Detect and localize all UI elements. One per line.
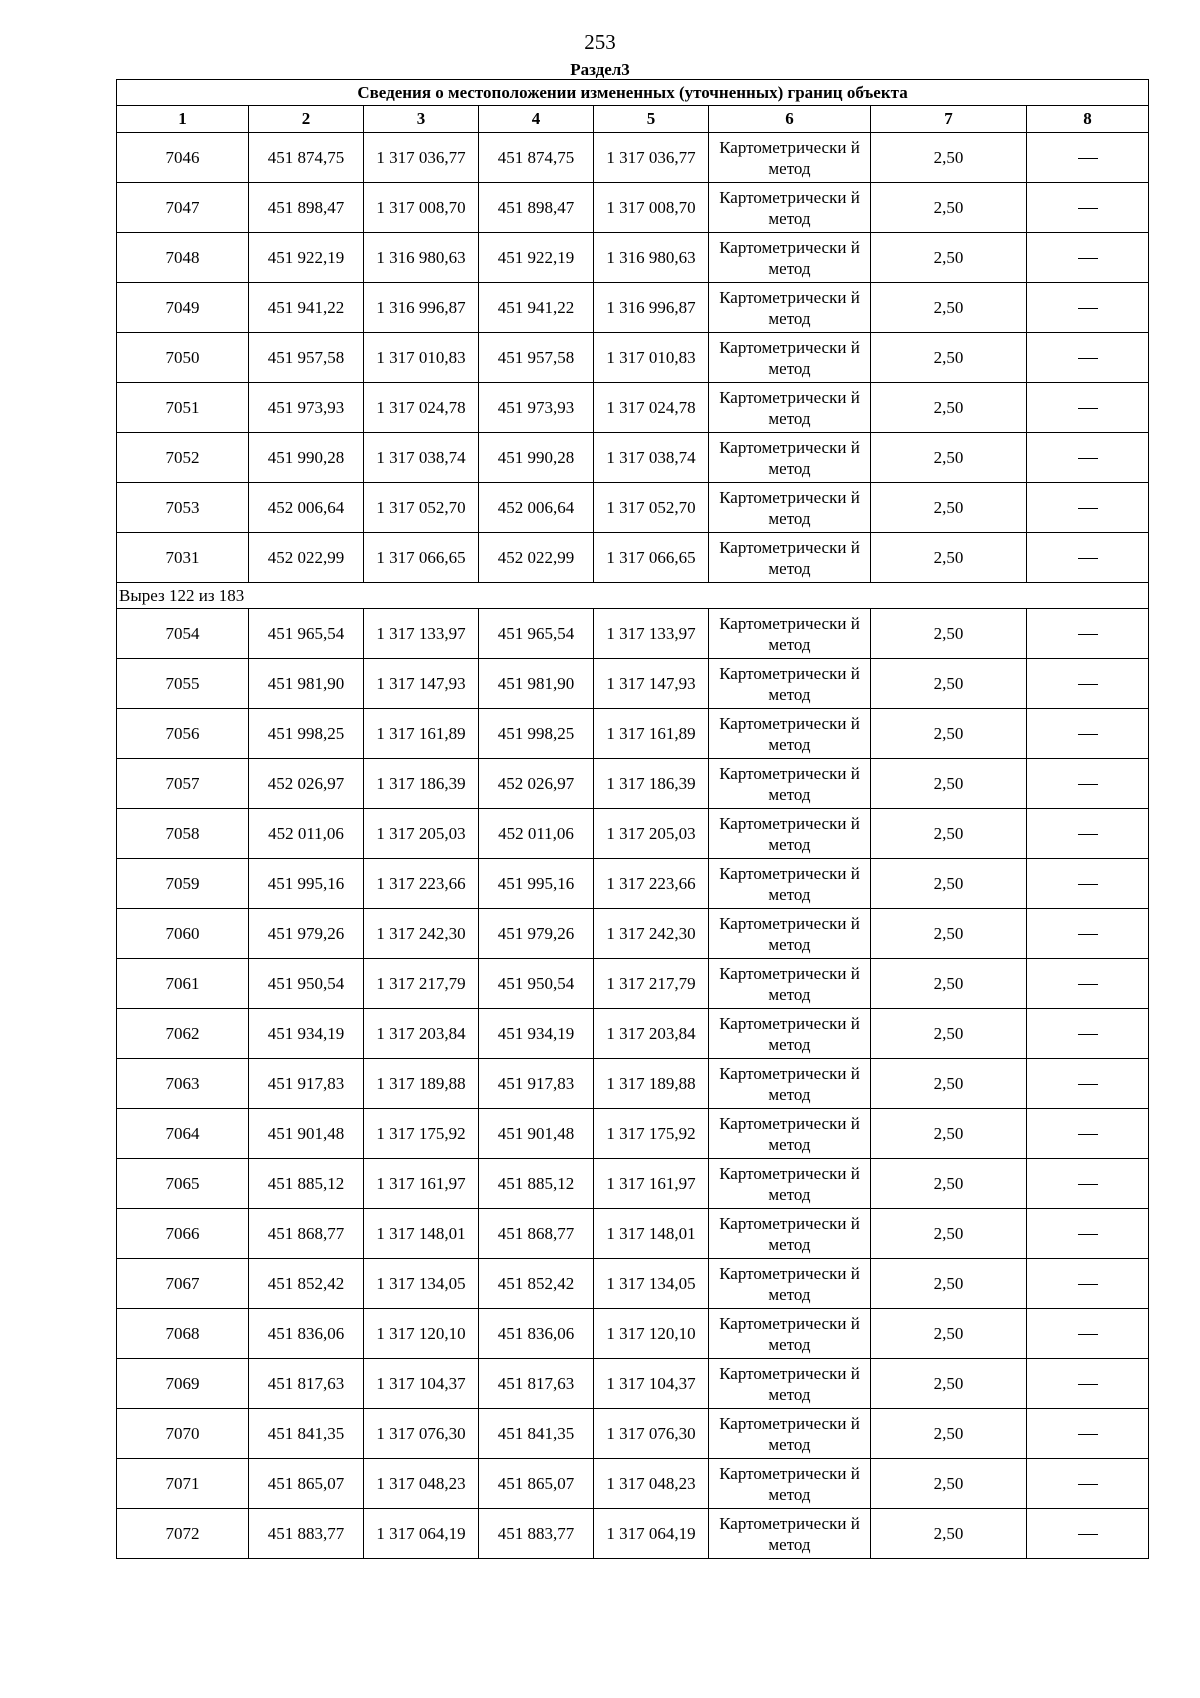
table-row <box>117 1109 1149 1159</box>
y-coordinate-refined: 1 317 203,84 <box>594 1009 709 1059</box>
table-row <box>117 1059 1149 1109</box>
method-cell: Картометрически й метод <box>709 133 871 183</box>
y-coordinate-refined: 1 317 242,30 <box>594 909 709 959</box>
table-row <box>117 909 1149 959</box>
dash-icon <box>1078 834 1098 835</box>
point-number: 7047 <box>117 183 249 233</box>
x-coordinate-existing: 451 950,54 <box>249 959 364 1009</box>
point-number: 7069 <box>117 1359 249 1409</box>
x-coordinate-refined: 451 934,19 <box>479 1009 594 1059</box>
dash-icon <box>1078 934 1098 935</box>
x-coordinate-existing: 451 922,19 <box>249 233 364 283</box>
method-cell: Картометрически й метод <box>709 1509 871 1559</box>
x-coordinate-existing: 451 934,19 <box>249 1009 364 1059</box>
method-cell: Картометрически й метод <box>709 1209 871 1259</box>
x-coordinate-refined: 451 901,48 <box>479 1109 594 1159</box>
accuracy-cell: 2,50 <box>871 333 1027 383</box>
empty-value-cell <box>1027 1309 1149 1359</box>
x-coordinate-refined: 451 990,28 <box>479 433 594 483</box>
y-coordinate-refined: 1 317 076,30 <box>594 1409 709 1459</box>
x-coordinate-existing: 451 995,16 <box>249 859 364 909</box>
table-row <box>117 1359 1149 1409</box>
accuracy-cell: 2,50 <box>871 133 1027 183</box>
method-cell: Картометрически й метод <box>709 609 871 659</box>
accuracy-cell: 2,50 <box>871 709 1027 759</box>
empty-value-cell <box>1027 1209 1149 1259</box>
dash-icon <box>1078 458 1098 459</box>
method-cell: Картометрически й метод <box>709 1059 871 1109</box>
y-coordinate-refined: 1 316 996,87 <box>594 283 709 333</box>
method-cell: Картометрически й метод <box>709 959 871 1009</box>
point-number: 7067 <box>117 1259 249 1309</box>
table-row <box>117 433 1149 483</box>
method-cell: Картометрически й метод <box>709 433 871 483</box>
y-coordinate-existing: 1 317 133,97 <box>364 609 479 659</box>
x-coordinate-existing: 451 898,47 <box>249 183 364 233</box>
y-coordinate-existing: 1 317 205,03 <box>364 809 479 859</box>
table-row <box>117 759 1149 809</box>
dash-icon <box>1078 1534 1098 1535</box>
column-number: 8 <box>1027 106 1149 133</box>
x-coordinate-existing: 451 998,25 <box>249 709 364 759</box>
point-number: 7065 <box>117 1159 249 1209</box>
dash-icon <box>1078 1134 1098 1135</box>
point-number: 7046 <box>117 133 249 183</box>
dash-icon <box>1078 1484 1098 1485</box>
y-coordinate-refined: 1 317 161,89 <box>594 709 709 759</box>
point-number: 7063 <box>117 1059 249 1109</box>
y-coordinate-existing: 1 317 064,19 <box>364 1509 479 1559</box>
x-coordinate-refined: 451 883,77 <box>479 1509 594 1559</box>
accuracy-cell: 2,50 <box>871 1259 1027 1309</box>
method-cell: Картометрически й метод <box>709 909 871 959</box>
x-coordinate-existing: 452 022,99 <box>249 533 364 583</box>
table-row <box>117 609 1149 659</box>
dash-icon <box>1078 884 1098 885</box>
point-number: 7059 <box>117 859 249 909</box>
accuracy-cell: 2,50 <box>871 1509 1027 1559</box>
table-row <box>117 809 1149 859</box>
x-coordinate-refined: 452 011,06 <box>479 809 594 859</box>
y-coordinate-existing: 1 316 980,63 <box>364 233 479 283</box>
empty-value-cell <box>1027 1459 1149 1509</box>
dash-icon <box>1078 984 1098 985</box>
x-coordinate-refined: 451 874,75 <box>479 133 594 183</box>
accuracy-cell: 2,50 <box>871 659 1027 709</box>
point-number: 7064 <box>117 1109 249 1159</box>
table-row <box>117 709 1149 759</box>
point-number: 7068 <box>117 1309 249 1359</box>
point-number: 7053 <box>117 483 249 533</box>
y-coordinate-existing: 1 317 134,05 <box>364 1259 479 1309</box>
x-coordinate-existing: 451 885,12 <box>249 1159 364 1209</box>
x-coordinate-existing: 451 901,48 <box>249 1109 364 1159</box>
column-number: 2 <box>249 106 364 133</box>
column-number: 1 <box>117 106 249 133</box>
point-number: 7055 <box>117 659 249 709</box>
point-number: 7050 <box>117 333 249 383</box>
empty-value-cell <box>1027 909 1149 959</box>
dash-icon <box>1078 1434 1098 1435</box>
point-number: 7051 <box>117 383 249 433</box>
empty-value-cell <box>1027 1109 1149 1159</box>
y-coordinate-refined: 1 316 980,63 <box>594 233 709 283</box>
cutout-label: Вырез 122 из 183 <box>117 583 1149 609</box>
accuracy-cell: 2,50 <box>871 759 1027 809</box>
x-coordinate-existing: 451 874,75 <box>249 133 364 183</box>
accuracy-cell: 2,50 <box>871 809 1027 859</box>
empty-value-cell <box>1027 333 1149 383</box>
dash-icon <box>1078 258 1098 259</box>
empty-value-cell <box>1027 533 1149 583</box>
method-cell: Картометрически й метод <box>709 283 871 333</box>
empty-value-cell <box>1027 1159 1149 1209</box>
accuracy-cell: 2,50 <box>871 859 1027 909</box>
dash-icon <box>1078 1384 1098 1385</box>
table-row <box>117 1009 1149 1059</box>
y-coordinate-existing: 1 317 076,30 <box>364 1409 479 1459</box>
x-coordinate-existing: 451 917,83 <box>249 1059 364 1109</box>
y-coordinate-existing: 1 317 038,74 <box>364 433 479 483</box>
point-number: 7056 <box>117 709 249 759</box>
dash-icon <box>1078 1184 1098 1185</box>
empty-value-cell <box>1027 859 1149 909</box>
y-coordinate-existing: 1 317 036,77 <box>364 133 479 183</box>
x-coordinate-refined: 451 995,16 <box>479 859 594 909</box>
x-coordinate-existing: 451 865,07 <box>249 1459 364 1509</box>
method-cell: Картометрически й метод <box>709 533 871 583</box>
empty-value-cell <box>1027 1509 1149 1559</box>
empty-value-cell <box>1027 659 1149 709</box>
dash-icon <box>1078 1334 1098 1335</box>
method-cell: Картометрически й метод <box>709 1159 871 1209</box>
table-row <box>117 859 1149 909</box>
accuracy-cell: 2,50 <box>871 909 1027 959</box>
table-row <box>117 383 1149 433</box>
method-cell: Картометрически й метод <box>709 1459 871 1509</box>
accuracy-cell: 2,50 <box>871 283 1027 333</box>
point-number: 7061 <box>117 959 249 1009</box>
y-coordinate-existing: 1 317 024,78 <box>364 383 479 433</box>
table-row <box>117 133 1149 183</box>
empty-value-cell <box>1027 383 1149 433</box>
table-row <box>117 1459 1149 1509</box>
x-coordinate-existing: 451 973,93 <box>249 383 364 433</box>
x-coordinate-existing: 451 979,26 <box>249 909 364 959</box>
table-caption: Сведения о местоположении измененных (уточненных) границ объекта <box>117 80 1149 106</box>
y-coordinate-existing: 1 317 217,79 <box>364 959 479 1009</box>
method-cell: Картометрически й метод <box>709 859 871 909</box>
boundary-table <box>116 79 1149 1559</box>
point-number: 7058 <box>117 809 249 859</box>
y-coordinate-existing: 1 317 161,89 <box>364 709 479 759</box>
dash-icon <box>1078 558 1098 559</box>
y-coordinate-refined: 1 317 161,97 <box>594 1159 709 1209</box>
table-row <box>117 659 1149 709</box>
y-coordinate-refined: 1 317 066,65 <box>594 533 709 583</box>
x-coordinate-refined: 451 979,26 <box>479 909 594 959</box>
table-row <box>117 1159 1149 1209</box>
dash-icon <box>1078 1034 1098 1035</box>
empty-value-cell <box>1027 133 1149 183</box>
empty-value-cell <box>1027 1059 1149 1109</box>
column-number: 3 <box>364 106 479 133</box>
dash-icon <box>1078 308 1098 309</box>
y-coordinate-existing: 1 317 203,84 <box>364 1009 479 1059</box>
x-coordinate-existing: 451 990,28 <box>249 433 364 483</box>
point-number: 7052 <box>117 433 249 483</box>
y-coordinate-refined: 1 317 064,19 <box>594 1509 709 1559</box>
empty-value-cell <box>1027 1009 1149 1059</box>
dash-icon <box>1078 358 1098 359</box>
accuracy-cell: 2,50 <box>871 1059 1027 1109</box>
empty-value-cell <box>1027 1359 1149 1409</box>
table-row <box>117 1209 1149 1259</box>
point-number: 7066 <box>117 1209 249 1259</box>
y-coordinate-refined: 1 317 186,39 <box>594 759 709 809</box>
point-number: 7048 <box>117 233 249 283</box>
method-cell: Картометрически й метод <box>709 1309 871 1359</box>
y-coordinate-refined: 1 317 148,01 <box>594 1209 709 1259</box>
x-coordinate-existing: 451 883,77 <box>249 1509 364 1559</box>
accuracy-cell: 2,50 <box>871 433 1027 483</box>
dash-icon <box>1078 1084 1098 1085</box>
x-coordinate-refined: 451 817,63 <box>479 1359 594 1409</box>
x-coordinate-existing: 451 868,77 <box>249 1209 364 1259</box>
x-coordinate-refined: 451 998,25 <box>479 709 594 759</box>
accuracy-cell: 2,50 <box>871 483 1027 533</box>
x-coordinate-existing: 451 965,54 <box>249 609 364 659</box>
accuracy-cell: 2,50 <box>871 1159 1027 1209</box>
y-coordinate-refined: 1 317 223,66 <box>594 859 709 909</box>
accuracy-cell: 2,50 <box>871 1409 1027 1459</box>
y-coordinate-refined: 1 317 175,92 <box>594 1109 709 1159</box>
method-cell: Картометрически й метод <box>709 659 871 709</box>
empty-value-cell <box>1027 1259 1149 1309</box>
x-coordinate-refined: 452 022,99 <box>479 533 594 583</box>
x-coordinate-existing: 452 011,06 <box>249 809 364 859</box>
y-coordinate-existing: 1 317 010,83 <box>364 333 479 383</box>
y-coordinate-existing: 1 317 066,65 <box>364 533 479 583</box>
y-coordinate-refined: 1 317 024,78 <box>594 383 709 433</box>
method-cell: Картометрически й метод <box>709 1259 871 1309</box>
x-coordinate-refined: 451 917,83 <box>479 1059 594 1109</box>
dash-icon <box>1078 1284 1098 1285</box>
dash-icon <box>1078 208 1098 209</box>
y-coordinate-refined: 1 317 120,10 <box>594 1309 709 1359</box>
y-coordinate-existing: 1 317 052,70 <box>364 483 479 533</box>
x-coordinate-refined: 451 836,06 <box>479 1309 594 1359</box>
accuracy-cell: 2,50 <box>871 1109 1027 1159</box>
y-coordinate-existing: 1 317 242,30 <box>364 909 479 959</box>
table-row <box>117 183 1149 233</box>
x-coordinate-existing: 451 957,58 <box>249 333 364 383</box>
x-coordinate-existing: 452 006,64 <box>249 483 364 533</box>
table-row <box>117 1409 1149 1459</box>
y-coordinate-existing: 1 317 161,97 <box>364 1159 479 1209</box>
table-row <box>117 333 1149 383</box>
accuracy-cell: 2,50 <box>871 1209 1027 1259</box>
method-cell: Картометрически й метод <box>709 809 871 859</box>
accuracy-cell: 2,50 <box>871 1009 1027 1059</box>
y-coordinate-existing: 1 316 996,87 <box>364 283 479 333</box>
empty-value-cell <box>1027 433 1149 483</box>
empty-value-cell <box>1027 709 1149 759</box>
dash-icon <box>1078 734 1098 735</box>
x-coordinate-existing: 451 817,63 <box>249 1359 364 1409</box>
y-coordinate-refined: 1 317 189,88 <box>594 1059 709 1109</box>
x-coordinate-refined: 451 941,22 <box>479 283 594 333</box>
x-coordinate-refined: 451 950,54 <box>479 959 594 1009</box>
x-coordinate-existing: 451 981,90 <box>249 659 364 709</box>
x-coordinate-refined: 451 898,47 <box>479 183 594 233</box>
x-coordinate-refined: 451 957,58 <box>479 333 594 383</box>
accuracy-cell: 2,50 <box>871 959 1027 1009</box>
page-number: 253 <box>584 30 616 54</box>
dash-icon <box>1078 508 1098 509</box>
method-cell: Картометрически й метод <box>709 483 871 533</box>
table-row <box>117 533 1149 583</box>
column-number: 5 <box>594 106 709 133</box>
dash-icon <box>1078 634 1098 635</box>
accuracy-cell: 2,50 <box>871 1309 1027 1359</box>
method-cell: Картометрически й метод <box>709 233 871 283</box>
empty-value-cell <box>1027 809 1149 859</box>
accuracy-cell: 2,50 <box>871 183 1027 233</box>
x-coordinate-refined: 451 852,42 <box>479 1259 594 1309</box>
dash-icon <box>1078 784 1098 785</box>
table-row <box>117 1509 1149 1559</box>
y-coordinate-existing: 1 317 148,01 <box>364 1209 479 1259</box>
y-coordinate-existing: 1 317 175,92 <box>364 1109 479 1159</box>
method-cell: Картометрически й метод <box>709 1109 871 1159</box>
x-coordinate-refined: 451 868,77 <box>479 1209 594 1259</box>
x-coordinate-refined: 452 006,64 <box>479 483 594 533</box>
dash-icon <box>1078 158 1098 159</box>
method-cell: Картометрически й метод <box>709 1009 871 1059</box>
accuracy-cell: 2,50 <box>871 609 1027 659</box>
y-coordinate-existing: 1 317 223,66 <box>364 859 479 909</box>
column-number: 4 <box>479 106 594 133</box>
point-number: 7057 <box>117 759 249 809</box>
accuracy-cell: 2,50 <box>871 533 1027 583</box>
point-number: 7054 <box>117 609 249 659</box>
table-row <box>117 483 1149 533</box>
empty-value-cell <box>1027 483 1149 533</box>
empty-value-cell <box>1027 959 1149 1009</box>
point-number: 7070 <box>117 1409 249 1459</box>
y-coordinate-refined: 1 317 036,77 <box>594 133 709 183</box>
method-cell: Картометрически й метод <box>709 759 871 809</box>
method-cell: Картометрически й метод <box>709 1359 871 1409</box>
column-number: 7 <box>871 106 1027 133</box>
accuracy-cell: 2,50 <box>871 383 1027 433</box>
empty-value-cell <box>1027 283 1149 333</box>
x-coordinate-refined: 451 865,07 <box>479 1459 594 1509</box>
y-coordinate-existing: 1 317 189,88 <box>364 1059 479 1109</box>
column-number-row <box>117 106 1149 133</box>
dash-icon <box>1078 684 1098 685</box>
y-coordinate-existing: 1 317 008,70 <box>364 183 479 233</box>
accuracy-cell: 2,50 <box>871 233 1027 283</box>
x-coordinate-refined: 451 885,12 <box>479 1159 594 1209</box>
empty-value-cell <box>1027 759 1149 809</box>
x-coordinate-refined: 451 973,93 <box>479 383 594 433</box>
table-row <box>117 283 1149 333</box>
point-number: 7071 <box>117 1459 249 1509</box>
table-row <box>117 1259 1149 1309</box>
y-coordinate-refined: 1 317 133,97 <box>594 609 709 659</box>
method-cell: Картометрически й метод <box>709 383 871 433</box>
empty-value-cell <box>1027 1409 1149 1459</box>
y-coordinate-existing: 1 317 104,37 <box>364 1359 479 1409</box>
y-coordinate-refined: 1 317 052,70 <box>594 483 709 533</box>
y-coordinate-refined: 1 317 217,79 <box>594 959 709 1009</box>
empty-value-cell <box>1027 233 1149 283</box>
y-coordinate-refined: 1 317 205,03 <box>594 809 709 859</box>
y-coordinate-refined: 1 317 134,05 <box>594 1259 709 1309</box>
column-number: 6 <box>709 106 871 133</box>
x-coordinate-refined: 451 922,19 <box>479 233 594 283</box>
dash-icon <box>1078 408 1098 409</box>
x-coordinate-refined: 451 965,54 <box>479 609 594 659</box>
method-cell: Картометрически й метод <box>709 183 871 233</box>
empty-value-cell <box>1027 183 1149 233</box>
point-number: 7062 <box>117 1009 249 1059</box>
cutout-row <box>117 583 1149 609</box>
table-row <box>117 1309 1149 1359</box>
x-coordinate-existing: 451 852,42 <box>249 1259 364 1309</box>
y-coordinate-refined: 1 317 038,74 <box>594 433 709 483</box>
accuracy-cell: 2,50 <box>871 1359 1027 1409</box>
dash-icon <box>1078 1234 1098 1235</box>
point-number: 7049 <box>117 283 249 333</box>
table-row <box>117 233 1149 283</box>
empty-value-cell <box>1027 609 1149 659</box>
y-coordinate-refined: 1 317 008,70 <box>594 183 709 233</box>
y-coordinate-existing: 1 317 147,93 <box>364 659 479 709</box>
x-coordinate-existing: 451 941,22 <box>249 283 364 333</box>
x-coordinate-refined: 452 026,97 <box>479 759 594 809</box>
point-number: 7031 <box>117 533 249 583</box>
y-coordinate-refined: 1 317 147,93 <box>594 659 709 709</box>
y-coordinate-refined: 1 317 010,83 <box>594 333 709 383</box>
point-number: 7060 <box>117 909 249 959</box>
y-coordinate-existing: 1 317 048,23 <box>364 1459 479 1509</box>
section-title: Раздел3 <box>570 60 630 79</box>
x-coordinate-refined: 451 841,35 <box>479 1409 594 1459</box>
table-row <box>117 959 1149 1009</box>
x-coordinate-existing: 452 026,97 <box>249 759 364 809</box>
method-cell: Картометрически й метод <box>709 333 871 383</box>
x-coordinate-existing: 451 836,06 <box>249 1309 364 1359</box>
x-coordinate-existing: 451 841,35 <box>249 1409 364 1459</box>
y-coordinate-existing: 1 317 186,39 <box>364 759 479 809</box>
method-cell: Картометрически й метод <box>709 709 871 759</box>
method-cell: Картометрически й метод <box>709 1409 871 1459</box>
y-coordinate-existing: 1 317 120,10 <box>364 1309 479 1359</box>
y-coordinate-refined: 1 317 048,23 <box>594 1459 709 1509</box>
point-number: 7072 <box>117 1509 249 1559</box>
y-coordinate-refined: 1 317 104,37 <box>594 1359 709 1409</box>
accuracy-cell: 2,50 <box>871 1459 1027 1509</box>
x-coordinate-refined: 451 981,90 <box>479 659 594 709</box>
